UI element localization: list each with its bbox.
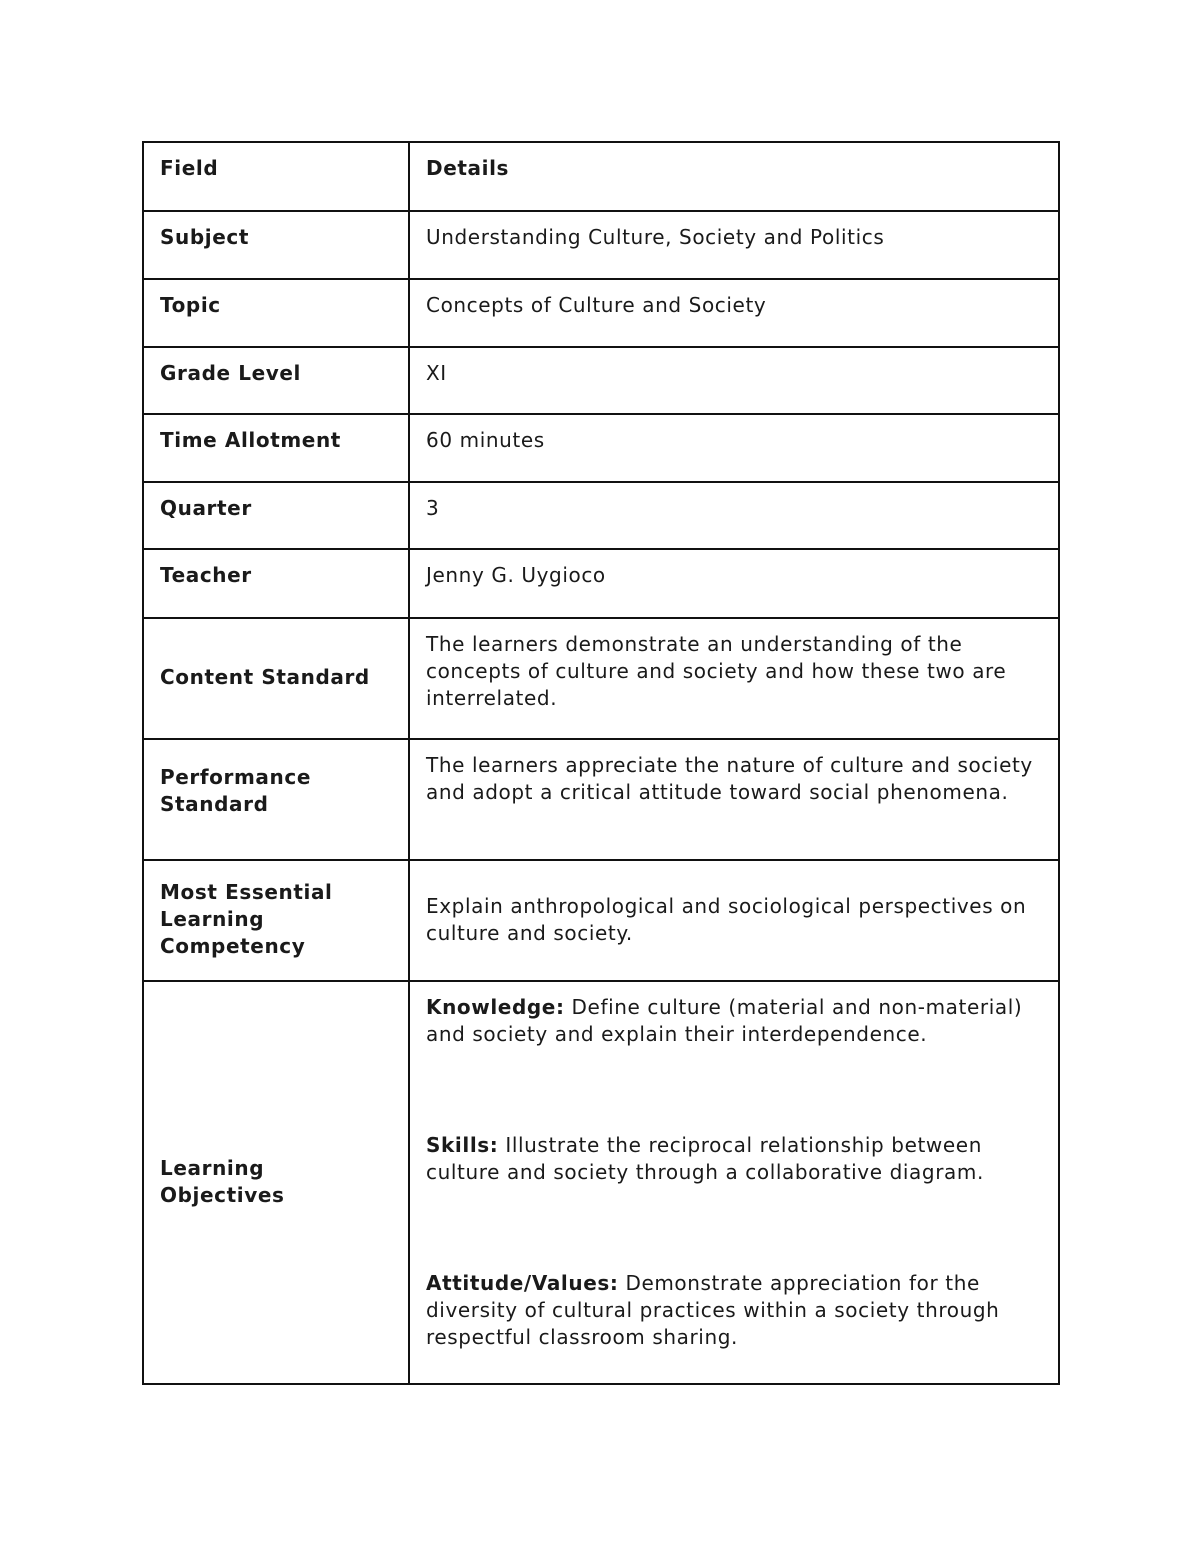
lesson-plan-table — [142, 141, 1060, 1385]
details-teacher: Jenny G. Uygioco — [409, 549, 1059, 618]
header-details: Details — [409, 142, 1059, 211]
field-quarter: Quarter — [143, 482, 409, 549]
table-row — [143, 860, 1059, 981]
details-learning-objectives — [409, 981, 1059, 1384]
objective-skills-label: Skills: — [426, 1133, 499, 1157]
objective-attitude-text: Demonstrate appreciation for the diversity of cultural practices within a society through respectful classroom sharing. — [426, 1271, 1000, 1349]
objective-skills-text: Illustrate the reciprocal relationship between culture and society through a collaborative diagram. — [426, 1133, 984, 1184]
details-quarter: 3 — [409, 482, 1059, 549]
table-row — [143, 549, 1059, 618]
field-time-allotment: Time Allotment — [143, 414, 409, 482]
objective-skills — [426, 1132, 1042, 1186]
table-row — [143, 618, 1059, 739]
field-learning-objectives: Learning Objectives — [143, 981, 409, 1384]
objective-attitude-label: Attitude/Values: — [426, 1271, 619, 1295]
objective-attitude — [426, 1270, 1042, 1351]
field-teacher: Teacher — [143, 549, 409, 618]
table-row — [143, 981, 1059, 1384]
field-most-essential-learning-competency: Most Essential Learning Competency — [143, 860, 409, 981]
table-header-row — [143, 142, 1059, 211]
table-row — [143, 739, 1059, 860]
objective-knowledge-text: Define culture (material and non-material) and society and explain their interdependence. — [426, 995, 1023, 1046]
objective-knowledge — [426, 994, 1042, 1048]
objective-knowledge-label: Knowledge: — [426, 995, 565, 1019]
table-row — [143, 279, 1059, 347]
details-subject: Understanding Culture, Society and Politics — [409, 211, 1059, 279]
header-field: Field — [143, 142, 409, 211]
details-topic: Concepts of Culture and Society — [409, 279, 1059, 347]
field-topic: Topic — [143, 279, 409, 347]
field-content-standard: Content Standard — [143, 618, 409, 739]
table-row — [143, 482, 1059, 549]
details-grade-level: XI — [409, 347, 1059, 414]
details-most-essential-learning-competency: Explain anthropological and sociological perspectives on culture and society. — [409, 860, 1059, 981]
table-row — [143, 414, 1059, 482]
details-time-allotment: 60 minutes — [409, 414, 1059, 482]
details-performance-standard: The learners appreciate the nature of culture and society and adopt a critical attitude toward social phenomena. — [409, 739, 1059, 860]
field-grade-level: Grade Level — [143, 347, 409, 414]
field-performance-standard: Performance Standard — [143, 739, 409, 860]
field-subject: Subject — [143, 211, 409, 279]
table-row — [143, 347, 1059, 414]
details-content-standard: The learners demonstrate an understanding of the concepts of culture and society and how these two are interrelated. — [409, 618, 1059, 739]
table-row — [143, 211, 1059, 279]
